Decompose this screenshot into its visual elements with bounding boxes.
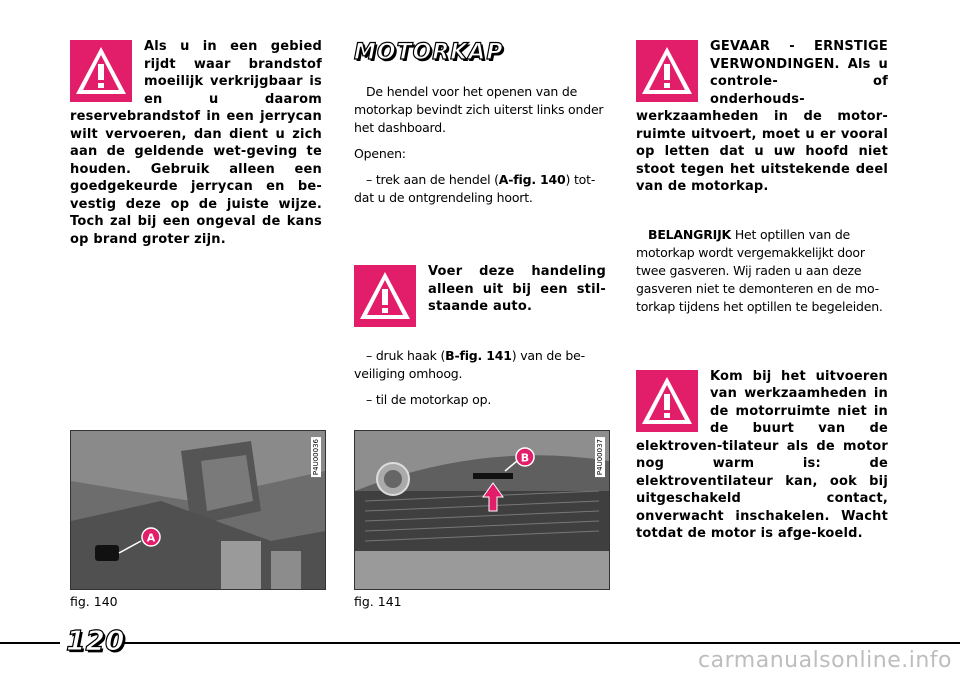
warning-block-fan <box>636 368 888 543</box>
figure-140-caption: fig. 140 <box>70 594 118 609</box>
warning-icon <box>70 40 132 102</box>
section-title: MOTORKAP <box>354 40 504 65</box>
figure-141-image <box>354 430 610 590</box>
warning-text: Als u in een gebied rijdt waar brandstof moeilijk verkrijgbaar is en u daarom reservebrandstof in een jerrycan wilt vervoeren, dan dient u zich aan de geldende wet-geving te houden. Gebruik alleen een goedgekeurde jerrycan en be-vestig deze op de juiste wijze. Toch zal bij een ongeval de kans op brand groter zijn. <box>70 39 322 247</box>
important-note: BELANGRIJK Het optillen van de motorkap wordt vergemakkelijkt door twee gasveren. Wij raden u aan deze gasveren niet te demonteren en de mo-torkap tijdens het optillen te begeleiden. <box>636 226 883 314</box>
warning-block-stationary <box>354 263 606 316</box>
column-2 <box>354 38 606 417</box>
column-1 <box>70 38 322 248</box>
warning-icon <box>636 370 698 432</box>
footer-rule-right <box>120 642 960 644</box>
warning-text: Voer deze handeling alleen uit bij een stil-staande auto. <box>428 264 606 314</box>
warning-block-fuel <box>70 38 322 248</box>
footer-rule-left <box>0 642 60 644</box>
warning-icon <box>636 40 698 102</box>
step-1: – trek aan de hendel (A-fig. 140) tot-dat u de ontgrendeling hoort. <box>354 172 596 205</box>
paragraph-intro: De hendel voor het openen van de motorkap bevindt zich uiterst links onder het dashboard. <box>354 84 604 135</box>
page-number: 120 <box>66 624 125 657</box>
warning-icon <box>354 265 416 327</box>
warning-text: Kom bij het uitvoeren van werkzaamheden in de motorruimte niet in de buurt van de elektroven-tilateur als de motor nog warm is: de elektroventilateur kan, ook bij uitgeschakeld contact, onverwacht inschakelen. Wacht totdat de motor is afge-koeld. <box>636 368 888 541</box>
warning-text: GEVAAR - ERNSTIGE VERWONDINGEN. Als u controle- of onderhouds-werkzaamheden in de motor-ruimte uitvoert, moet u er vooral op letten dat u uw hoofd niet stoot tegen het uitstekende deel van de motorkap. <box>636 39 888 194</box>
warning-block-injury <box>636 38 888 196</box>
watermark: carmanualsonline.info <box>698 648 952 673</box>
figure-140-image <box>70 430 326 590</box>
column-3 <box>636 38 888 543</box>
step-2: – druk haak (B-fig. 141) van de be-veiliging omhoog. <box>354 348 585 381</box>
figure-141-caption: fig. 141 <box>354 594 402 609</box>
figure-label-b: B <box>520 451 530 465</box>
paragraph-opening: Openen: <box>354 146 406 161</box>
figure-label-a: A <box>146 531 156 545</box>
important-label: BELANGRIJK <box>648 226 732 242</box>
figure-code: P4U00037 <box>596 439 604 476</box>
step-3: – til de motorkap op. <box>366 392 492 407</box>
figure-code: P4U00036 <box>312 439 320 476</box>
